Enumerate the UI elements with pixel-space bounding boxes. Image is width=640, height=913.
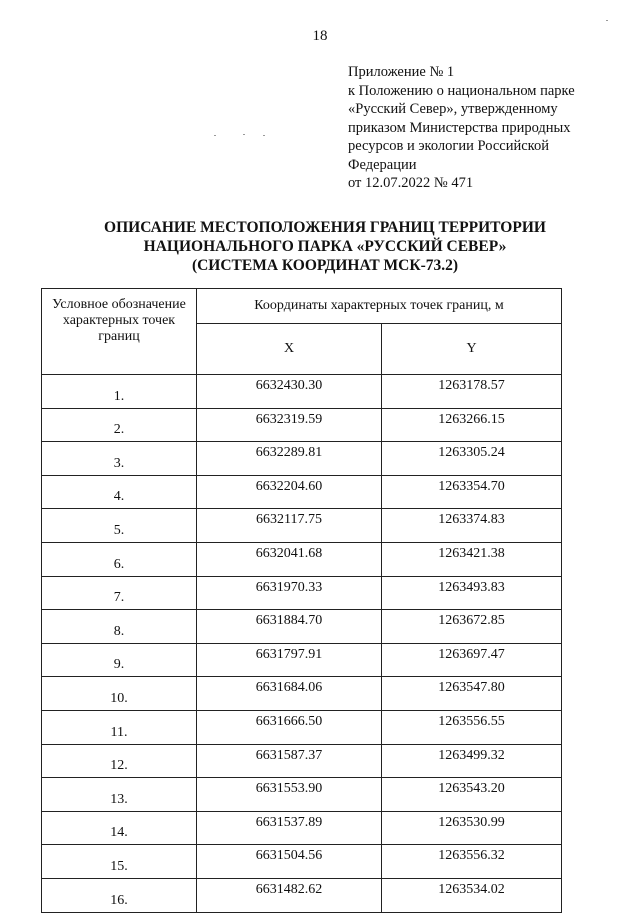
x-coordinate-cell: 6632289.81	[197, 442, 382, 476]
y-coordinate-cell: 1263534.02	[382, 878, 562, 912]
table-row	[42, 677, 562, 711]
point-number-cell: 12.	[42, 744, 197, 778]
title-line: НАЦИОНАЛЬНОГО ПАРКА «РУССКИЙ СЕВЕР»	[143, 238, 507, 255]
table-row	[42, 576, 562, 610]
x-coordinate-cell: 6631504.56	[197, 845, 382, 879]
y-coordinate-cell: 1263374.83	[382, 509, 562, 543]
point-number-cell: 10.	[42, 677, 197, 711]
table-row	[42, 475, 562, 509]
point-number-cell: 4.	[42, 475, 197, 509]
point-number-cell: 1.	[42, 375, 197, 409]
point-number-cell: 15.	[42, 845, 197, 879]
point-number-cell: 7.	[42, 576, 197, 610]
y-coordinate-cell: 1263530.99	[382, 811, 562, 845]
document-title	[0, 218, 640, 275]
x-coordinate-cell: 6632430.30	[197, 375, 382, 409]
x-coordinate-cell: 6631587.37	[197, 744, 382, 778]
x-coordinate-cell: 6632041.68	[197, 542, 382, 576]
appendix-line: приказом Министерства природных	[348, 119, 571, 136]
point-label-header: Условное обозначение характерных точек границ	[42, 289, 197, 375]
point-number-cell: 5.	[42, 509, 197, 543]
page-number: 18	[312, 28, 328, 44]
coordinates-table	[41, 288, 562, 913]
x-coordinate-cell: 6631797.91	[197, 643, 382, 677]
table-row	[42, 710, 562, 744]
table-row	[42, 375, 562, 409]
point-number-cell: 9.	[42, 643, 197, 677]
y-coordinate-cell: 1263556.55	[382, 710, 562, 744]
table-row	[42, 845, 562, 879]
point-number-cell: 6.	[42, 542, 197, 576]
title-line: (СИСТЕМА КООРДИНАТ МСК-73.2)	[191, 257, 459, 274]
y-coordinate-cell: 1263493.83	[382, 576, 562, 610]
coords-header: Координаты характерных точек границ, м	[197, 289, 562, 324]
appendix-line: ресурсов и экологии Российской	[348, 138, 549, 154]
scan-speck	[214, 135, 216, 136]
table-row	[42, 542, 562, 576]
table-row	[42, 610, 562, 644]
x-coordinate-cell: 6631970.33	[197, 576, 382, 610]
y-coordinate-cell: 1263305.24	[382, 442, 562, 476]
y-coordinate-cell: 1263499.32	[382, 744, 562, 778]
point-number-cell: 8.	[42, 610, 197, 644]
x-coordinate-cell: 6631537.89	[197, 811, 382, 845]
y-header: Y	[382, 324, 562, 375]
appendix-line: от 12.07.2022 № 471	[348, 175, 474, 191]
scan-speck	[263, 135, 265, 136]
point-number-cell: 3.	[42, 442, 197, 476]
table-row	[42, 509, 562, 543]
y-coordinate-cell: 1263421.38	[382, 542, 562, 576]
table-row	[42, 744, 562, 778]
appendix-line: к Положению о национальном парке	[348, 82, 575, 99]
point-number-cell: 11.	[42, 710, 197, 744]
x-coordinate-cell: 6632204.60	[197, 475, 382, 509]
point-number-cell: 13.	[42, 778, 197, 812]
table-row	[42, 408, 562, 442]
table-row	[42, 878, 562, 912]
y-coordinate-cell: 1263178.57	[382, 375, 562, 409]
point-number-cell: 16.	[42, 878, 197, 912]
coordinates-table-body	[42, 289, 562, 913]
table-row	[42, 778, 562, 812]
x-coordinate-cell: 6631884.70	[197, 610, 382, 644]
y-coordinate-cell: 1263697.47	[382, 643, 562, 677]
point-number-cell: 2.	[42, 408, 197, 442]
y-coordinate-cell: 1263556.32	[382, 845, 562, 879]
point-number-cell: 14.	[42, 811, 197, 845]
x-coordinate-cell: 6631482.62	[197, 878, 382, 912]
y-coordinate-cell: 1263543.20	[382, 778, 562, 812]
scan-speck	[243, 134, 245, 135]
x-coordinate-cell: 6631553.90	[197, 778, 382, 812]
x-coordinate-cell: 6632117.75	[197, 509, 382, 543]
appendix-line: «Русский Север», утвержденному	[348, 101, 558, 117]
appendix-note	[348, 63, 618, 193]
title-line: ОПИСАНИЕ МЕСТОПОЛОЖЕНИЯ ГРАНИЦ ТЕРРИТОРИИ	[104, 219, 546, 236]
x-coordinate-cell: 6632319.59	[197, 408, 382, 442]
y-coordinate-cell: 1263672.85	[382, 610, 562, 644]
scan-speck	[606, 20, 608, 21]
appendix-line: Приложение № 1	[348, 64, 455, 80]
table-header-row	[42, 289, 562, 324]
y-coordinate-cell: 1263266.15	[382, 408, 562, 442]
table-row	[42, 442, 562, 476]
x-coordinate-cell: 6631666.50	[197, 710, 382, 744]
table-row	[42, 811, 562, 845]
x-coordinate-cell: 6631684.06	[197, 677, 382, 711]
y-coordinate-cell: 1263547.80	[382, 677, 562, 711]
y-coordinate-cell: 1263354.70	[382, 475, 562, 509]
x-header: X	[197, 324, 382, 375]
table-row	[42, 643, 562, 677]
appendix-line: Федерации	[348, 156, 417, 173]
